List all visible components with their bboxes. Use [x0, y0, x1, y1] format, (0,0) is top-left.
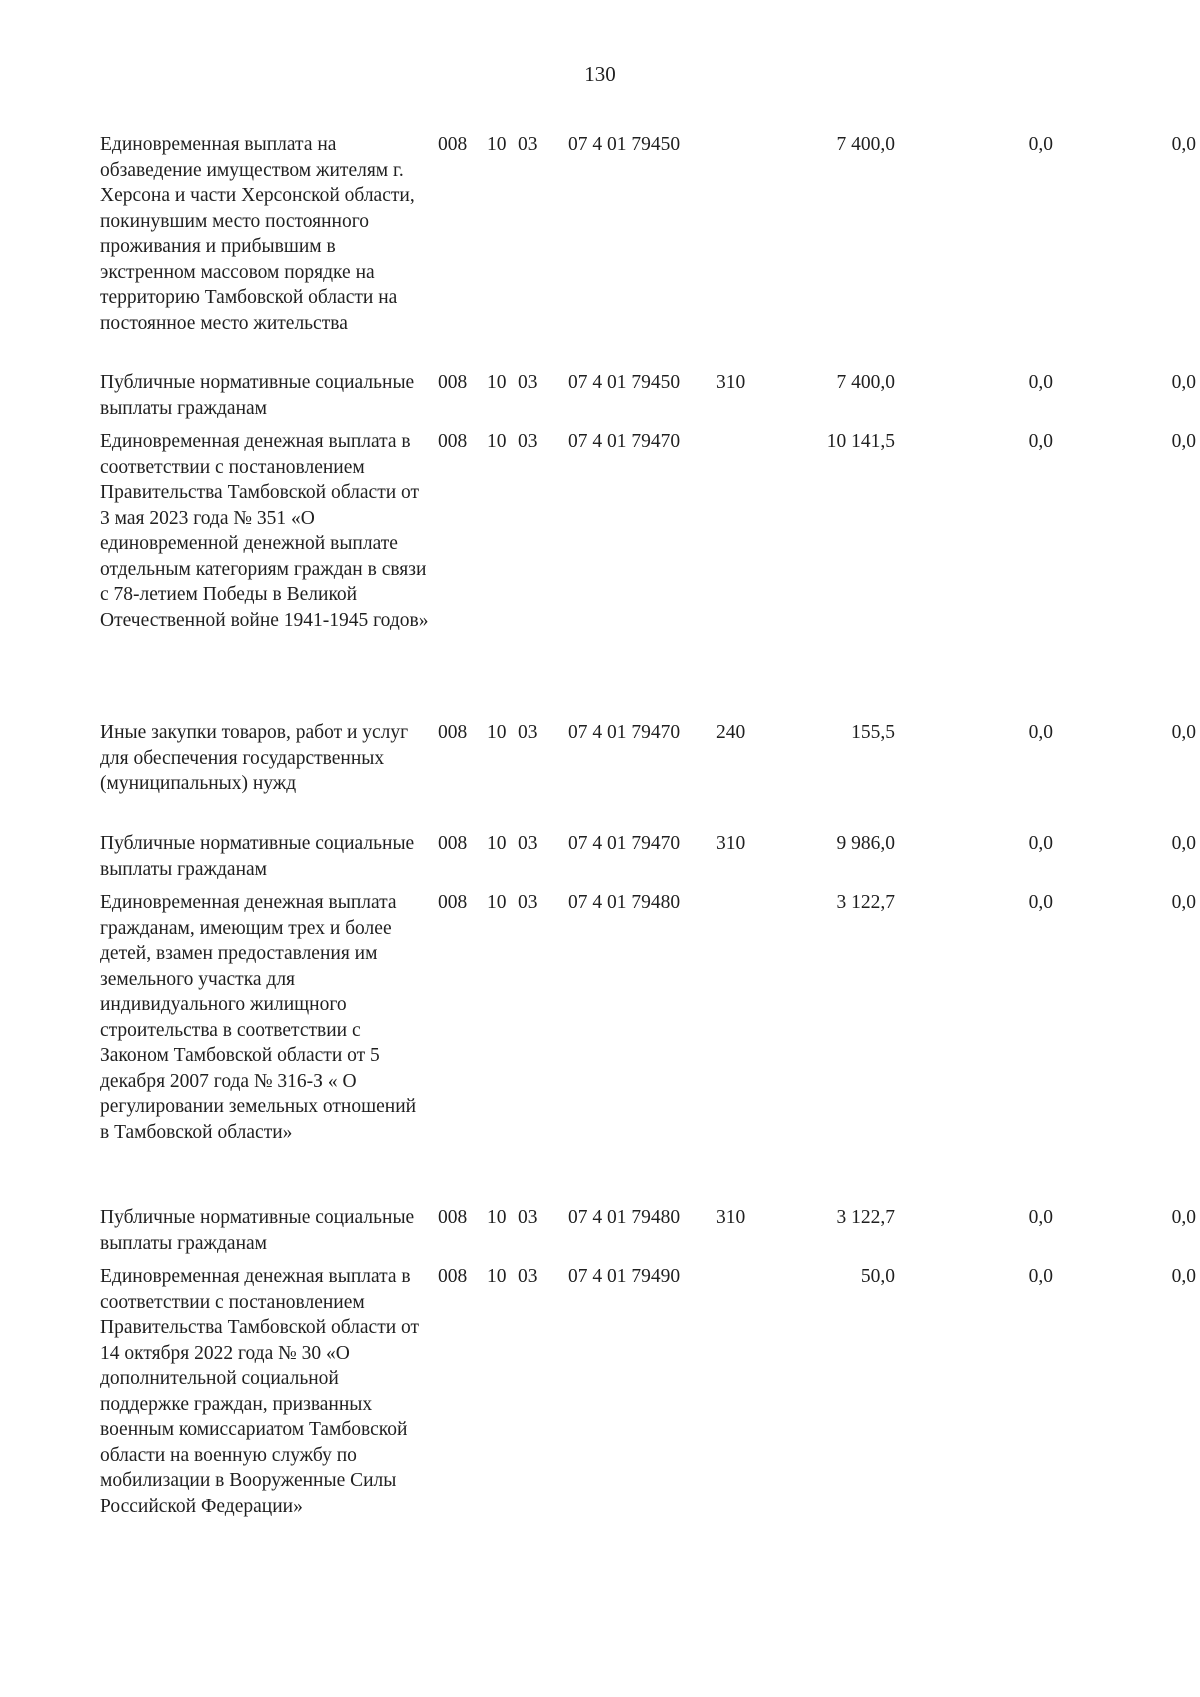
row-pr: 03	[518, 833, 538, 854]
row-vr: 310	[716, 833, 746, 854]
row-csr: 07 4 01 79450	[568, 372, 681, 393]
row-name: Иные закупки товаров, работ и услуг для обеспечения государственных (муниципальных) нужд	[100, 722, 409, 794]
row-amount-2: 0,0	[1028, 722, 1053, 743]
row-amount-3: 0,0	[1171, 833, 1196, 854]
row-amount-3: 0,0	[1171, 431, 1196, 452]
row-pr: 03	[518, 892, 538, 913]
row-amount-2: 0,0	[1028, 833, 1053, 854]
row-vr: 240	[716, 722, 746, 743]
row-vr: 310	[716, 372, 746, 393]
row-csr: 07 4 01 79470	[568, 431, 681, 452]
row-amount-1: 3 122,7	[836, 1207, 895, 1228]
row-rz: 10	[487, 892, 507, 913]
row-amount-3: 0,0	[1171, 892, 1196, 913]
row-csr: 07 4 01 79480	[568, 1207, 681, 1228]
row-pr: 03	[518, 722, 538, 743]
row-amount-2: 0,0	[1028, 1266, 1053, 1287]
row-amount-2: 0,0	[1028, 892, 1053, 913]
row-amount-1: 7 400,0	[836, 134, 895, 155]
row-name: Единовременная денежная выплата в соответствии с постановлением Правительства Тамбовской области от 14 октября 2022 года № 30 «О дополнительной социальной поддержке граждан, призванных военным комиссариатом Тамбовской области на военную службу по мобилизации в Вооруженные Силы Российской Федерации»	[100, 1266, 420, 1517]
row-ved: 008	[438, 892, 468, 913]
row-amount-1: 3 122,7	[836, 892, 895, 913]
row-pr: 03	[518, 134, 538, 155]
row-amount-3: 0,0	[1171, 1207, 1196, 1228]
row-amount-2: 0,0	[1028, 372, 1053, 393]
row-amount-1: 50,0	[860, 1266, 895, 1287]
row-name: Единовременная денежная выплата гражданам, имеющим трех и более детей, взамен предоставления им земельного участка для индивидуального жилищного строительства в соответствии с Законом Тамбовской области от 5 декабря 2007 года № 316-З « О регулировании земельных отношений в Тамбовской области»	[100, 892, 417, 1143]
row-pr: 03	[518, 372, 538, 393]
row-name: Публичные нормативные социальные выплаты гражданам	[100, 372, 415, 419]
row-amount-3: 0,0	[1171, 1266, 1196, 1287]
row-amount-1: 155,5	[851, 722, 895, 743]
row-amount-1: 9 986,0	[836, 833, 895, 854]
row-rz: 10	[487, 134, 507, 155]
row-csr: 07 4 01 79490	[568, 1266, 681, 1287]
row-ved: 008	[438, 1266, 468, 1287]
row-rz: 10	[487, 1207, 507, 1228]
row-csr: 07 4 01 79480	[568, 892, 681, 913]
row-ved: 008	[438, 722, 468, 743]
row-amount-2: 0,0	[1028, 1207, 1053, 1228]
row-csr: 07 4 01 79450	[568, 134, 681, 155]
row-rz: 10	[487, 372, 507, 393]
row-csr: 07 4 01 79470	[568, 833, 681, 854]
row-amount-3: 0,0	[1171, 134, 1196, 155]
row-amount-1: 7 400,0	[836, 372, 895, 393]
row-name: Единовременная денежная выплата в соответствии с постановлением Правительства Тамбовской области от 3 мая 2023 года № 351 «О единовременной денежной выплате отдельным категориям граждан в связи с 78-летием Победы в Великой Отечественной войне 1941-1945 годов»	[100, 431, 429, 631]
row-ved: 008	[438, 372, 468, 393]
row-amount-2: 0,0	[1028, 134, 1053, 155]
row-amount-3: 0,0	[1171, 372, 1196, 393]
row-rz: 10	[487, 722, 507, 743]
row-rz: 10	[487, 431, 507, 452]
row-ved: 008	[438, 833, 468, 854]
row-ved: 008	[438, 1207, 468, 1228]
row-amount-1: 10 141,5	[826, 431, 895, 452]
row-pr: 03	[518, 431, 538, 452]
row-rz: 10	[487, 833, 507, 854]
row-name: Публичные нормативные социальные выплаты гражданам	[100, 1207, 415, 1254]
row-ved: 008	[438, 134, 468, 155]
row-amount-3: 0,0	[1171, 722, 1196, 743]
row-ved: 008	[438, 431, 468, 452]
row-vr: 310	[716, 1207, 746, 1228]
row-rz: 10	[487, 1266, 507, 1287]
row-name: Единовременная выплата на обзаведение имуществом жителям г. Херсона и части Херсонской области, покинувшим место постоянного проживания и прибывшим в экстренном массовом порядке на территорию Тамбовской области на постоянное место жительства	[100, 134, 415, 334]
row-csr: 07 4 01 79470	[568, 722, 681, 743]
row-name: Публичные нормативные социальные выплаты гражданам	[100, 833, 415, 880]
row-amount-2: 0,0	[1028, 431, 1053, 452]
page-number: 130	[584, 62, 616, 86]
row-pr: 03	[518, 1207, 538, 1228]
row-pr: 03	[518, 1266, 538, 1287]
